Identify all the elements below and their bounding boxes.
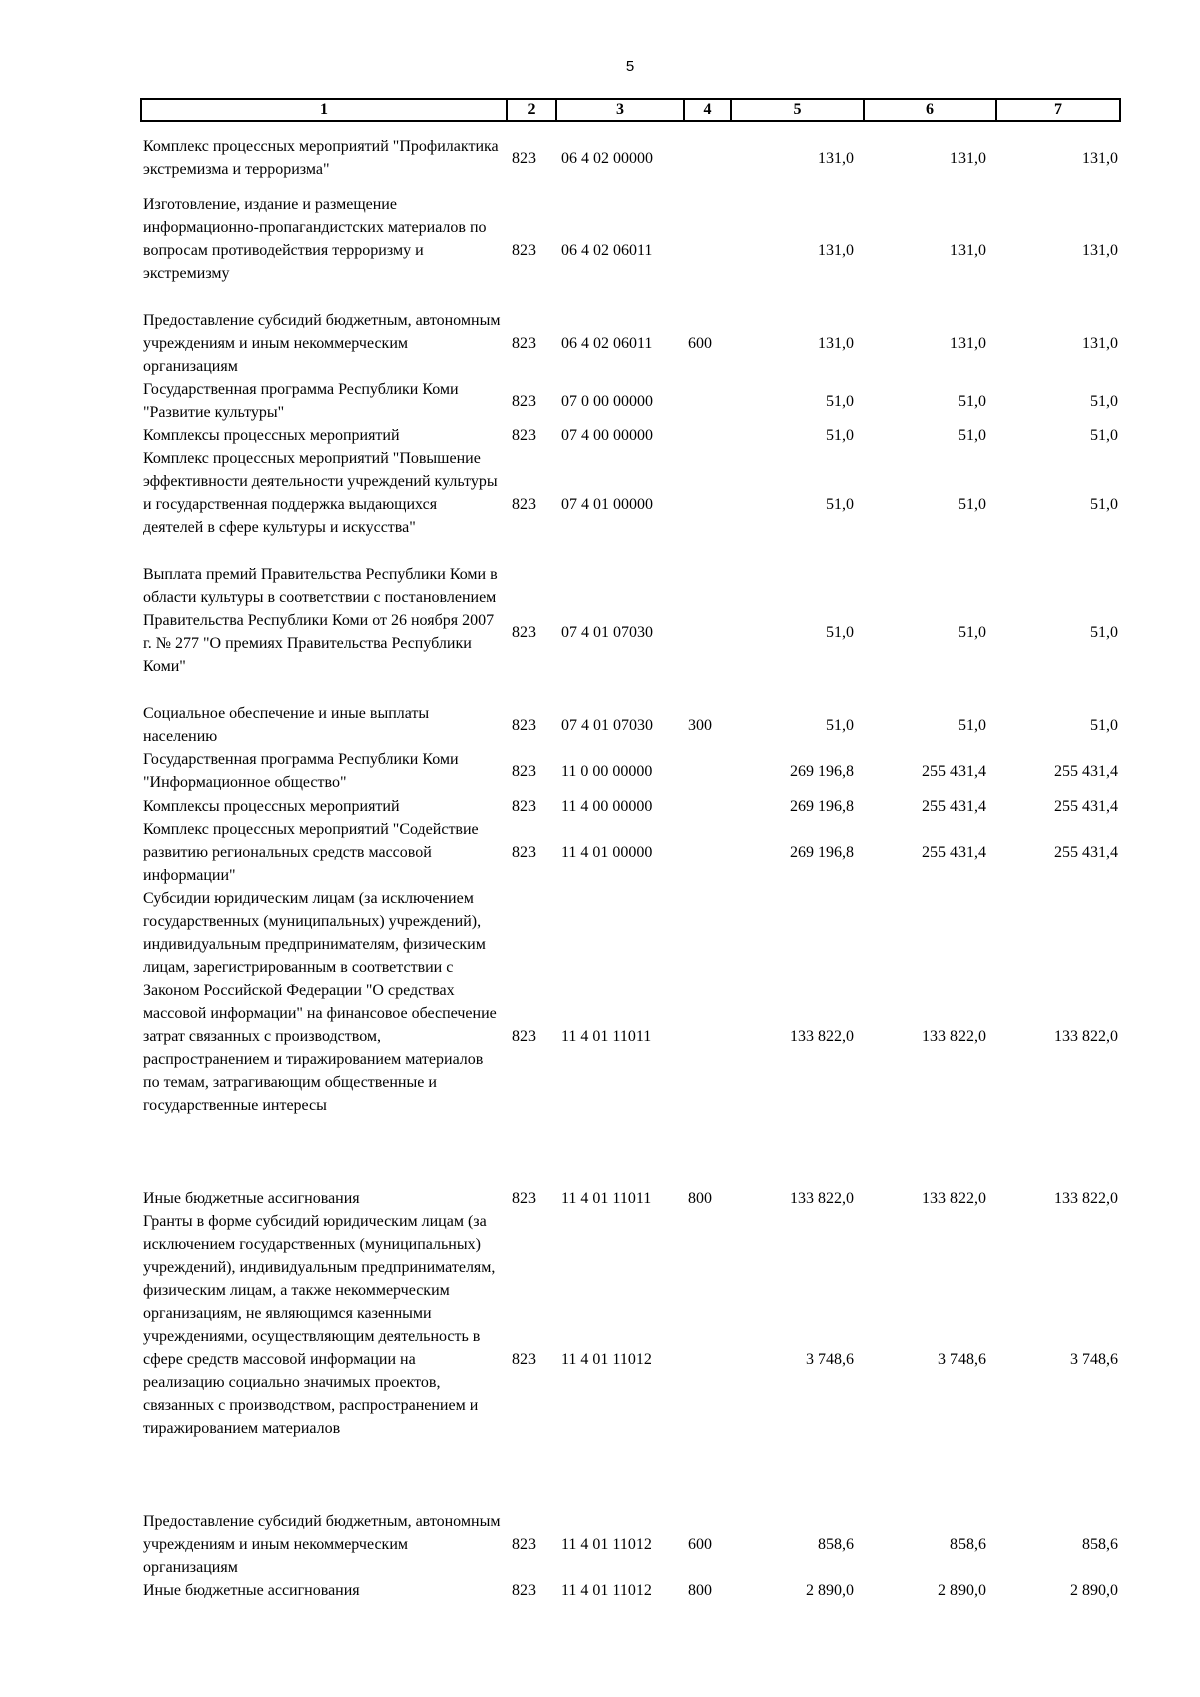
row-name: Комплексы процессных мероприятий xyxy=(143,427,400,444)
row-col-2: 823 xyxy=(512,150,536,167)
row-col-5: 858,6 xyxy=(818,1536,854,1553)
row-name: Комплекс процессных мероприятий "Профилактика экстремизма и терроризма" xyxy=(143,138,499,178)
row-name: Изготовление, издание и размещение информационно-пропагандистских материалов по вопросам противодействия терроризму и экстремизму xyxy=(143,196,487,282)
row-name: Выплата премий Правительства Республики Коми в области культуры в соответствии с постановлением Правительства Республики Коми от 26 ноября 2007 г. № 277 "О премиях Правительства Республики Коми" xyxy=(143,566,498,675)
row-col-3: 11 4 01 00000 xyxy=(561,844,653,861)
row-col-6: 2 890,0 xyxy=(938,1582,986,1599)
row-col-6: 51,0 xyxy=(958,393,986,410)
row-name: Гранты в форме субсидий юридическим лицам (за исключением государственных (муниципальных) учреждений), индивидуальным предпринимателям, физическим лицам, а также некоммерческим организациям, не являющимся казенными учреждениями, осуществляющим деятельность в сфере средств массовой информации на реализацию социально значимых проектов, связанных с производством, распространением и тиражированием материалов xyxy=(143,1213,496,1437)
row-col-5: 269 196,8 xyxy=(790,798,854,815)
row-col-7: 2 890,0 xyxy=(1070,1582,1118,1599)
row-name: Комплекс процессных мероприятий "Повышение эффективности деятельности учреждений культуры и государственная поддержка выдающихся деятелей в сфере культуры и искусства" xyxy=(143,450,498,536)
row-col-7: 131,0 xyxy=(1082,335,1118,352)
header-col-5: 5 xyxy=(732,100,865,120)
row-col-3: 11 0 00 00000 xyxy=(561,763,653,780)
row-col-3: 11 4 01 11012 xyxy=(561,1351,652,1368)
header-col-3: 3 xyxy=(557,100,685,120)
row-col-4: 300 xyxy=(688,717,712,734)
row-col-5: 3 748,6 xyxy=(806,1351,854,1368)
row-col-7: 255 431,4 xyxy=(1054,798,1118,815)
row-col-7: 3 748,6 xyxy=(1070,1351,1118,1368)
row-col-7: 255 431,4 xyxy=(1054,844,1118,861)
page-number: 5 xyxy=(625,58,635,75)
header-col-7: 7 xyxy=(1054,101,1062,118)
row-col-5: 51,0 xyxy=(826,624,854,641)
row-col-7: 255 431,4 xyxy=(1054,763,1118,780)
row-col-5: 51,0 xyxy=(826,496,854,513)
row-col-2: 823 xyxy=(512,1536,536,1553)
row-name: Иные бюджетные ассигнования xyxy=(143,1582,360,1599)
row-col-7: 51,0 xyxy=(1090,496,1118,513)
row-col-6: 131,0 xyxy=(950,150,986,167)
row-col-6: 133 822,0 xyxy=(922,1028,986,1045)
row-col-6: 131,0 xyxy=(950,335,986,352)
row-col-5: 131,0 xyxy=(818,242,854,259)
header-col-2: 2 xyxy=(508,100,557,120)
row-col-2: 823 xyxy=(512,624,536,641)
row-col-2: 823 xyxy=(512,393,536,410)
row-col-3: 07 4 01 07030 xyxy=(561,624,653,641)
row-col-2: 823 xyxy=(512,1582,536,1599)
row-col-6: 51,0 xyxy=(958,427,986,444)
row-col-6: 131,0 xyxy=(950,242,986,259)
row-col-5: 133 822,0 xyxy=(790,1190,854,1207)
row-col-5: 269 196,8 xyxy=(790,763,854,780)
row-col-3: 07 4 00 00000 xyxy=(561,427,653,444)
row-col-2: 823 xyxy=(512,1351,536,1368)
row-col-6: 3 748,6 xyxy=(938,1351,986,1368)
row-name: Государственная программа Республики Коми "Информационное общество" xyxy=(143,751,459,791)
row-col-3: 11 4 01 11011 xyxy=(561,1028,652,1045)
row-col-2: 823 xyxy=(512,798,536,815)
row-name: Предоставление субсидий бюджетным, автономным учреждениям и иным некоммерческим организациям xyxy=(143,1513,501,1576)
row-col-3: 06 4 02 06011 xyxy=(561,335,653,352)
header-col-4: 4 xyxy=(685,100,732,120)
row-col-6: 51,0 xyxy=(958,624,986,641)
row-col-5: 131,0 xyxy=(818,335,854,352)
row-name: Предоставление субсидий бюджетным, автономным учреждениям и иным некоммерческим организациям xyxy=(143,312,501,375)
row-col-7: 858,6 xyxy=(1082,1536,1118,1553)
row-col-3: 06 4 02 00000 xyxy=(561,150,653,167)
row-col-3: 07 4 01 00000 xyxy=(561,496,653,513)
row-col-5: 51,0 xyxy=(826,427,854,444)
row-col-2: 823 xyxy=(512,242,536,259)
row-name: Комплексы процессных мероприятий xyxy=(143,798,400,815)
row-name: Иные бюджетные ассигнования xyxy=(143,1190,360,1207)
row-col-4: 800 xyxy=(688,1582,712,1599)
row-col-7: 51,0 xyxy=(1090,393,1118,410)
row-col-6: 858,6 xyxy=(950,1536,986,1553)
row-col-3: 11 4 01 11012 xyxy=(561,1536,652,1553)
row-col-7: 51,0 xyxy=(1090,427,1118,444)
row-col-3: 06 4 02 06011 xyxy=(561,242,653,259)
row-col-2: 823 xyxy=(512,427,536,444)
row-col-6: 255 431,4 xyxy=(922,798,986,815)
row-name: Комплекс процессных мероприятий "Содействие развитию региональных средств массовой информации" xyxy=(143,821,479,884)
row-col-3: 07 4 01 07030 xyxy=(561,717,653,734)
row-col-4: 600 xyxy=(688,1536,712,1553)
row-col-2: 823 xyxy=(512,335,536,352)
row-col-6: 133 822,0 xyxy=(922,1190,986,1207)
row-col-5: 51,0 xyxy=(826,717,854,734)
row-col-6: 255 431,4 xyxy=(922,763,986,780)
row-name: Социальное обеспечение и иные выплаты населению xyxy=(143,705,430,745)
row-col-4: 600 xyxy=(688,335,712,352)
row-col-2: 823 xyxy=(512,496,536,513)
row-col-3: 11 4 00 00000 xyxy=(561,798,653,815)
row-name: Государственная программа Республики Коми "Развитие культуры" xyxy=(143,381,459,421)
row-col-7: 131,0 xyxy=(1082,150,1118,167)
row-name: Субсидии юридическим лицам (за исключением государственных (муниципальных) учреждений), индивидуальным предпринимателям, физическим лицам, зарегистрированным в соответствии с Законом Российской Федерации "О средствах массовой информации" на финансовое обеспечение затрат связанных с производством, распространением и тиражированием материалов по темам, затрагивающим общественные и государственные интересы xyxy=(143,890,497,1114)
row-col-5: 2 890,0 xyxy=(806,1582,854,1599)
header-col-1: 1 xyxy=(142,100,508,120)
row-col-4: 800 xyxy=(688,1190,712,1207)
row-col-2: 823 xyxy=(512,763,536,780)
row-col-6: 51,0 xyxy=(958,496,986,513)
row-col-7: 133 822,0 xyxy=(1054,1190,1118,1207)
row-col-3: 11 4 01 11011 xyxy=(561,1190,652,1207)
row-col-6: 51,0 xyxy=(958,717,986,734)
row-col-6: 255 431,4 xyxy=(922,844,986,861)
row-col-5: 133 822,0 xyxy=(790,1028,854,1045)
row-col-2: 823 xyxy=(512,844,536,861)
row-col-3: 11 4 01 11012 xyxy=(561,1582,652,1599)
row-col-7: 51,0 xyxy=(1090,624,1118,641)
row-col-5: 131,0 xyxy=(818,150,854,167)
row-col-7: 133 822,0 xyxy=(1054,1028,1118,1045)
row-col-5: 51,0 xyxy=(826,393,854,410)
row-col-2: 823 xyxy=(512,717,536,734)
row-col-2: 823 xyxy=(512,1190,536,1207)
row-col-5: 269 196,8 xyxy=(790,844,854,861)
row-col-7: 51,0 xyxy=(1090,717,1118,734)
header-col-6: 6 xyxy=(865,100,997,120)
row-col-2: 823 xyxy=(512,1028,536,1045)
row-col-3: 07 0 00 00000 xyxy=(561,393,653,410)
row-col-7: 131,0 xyxy=(1082,242,1118,259)
